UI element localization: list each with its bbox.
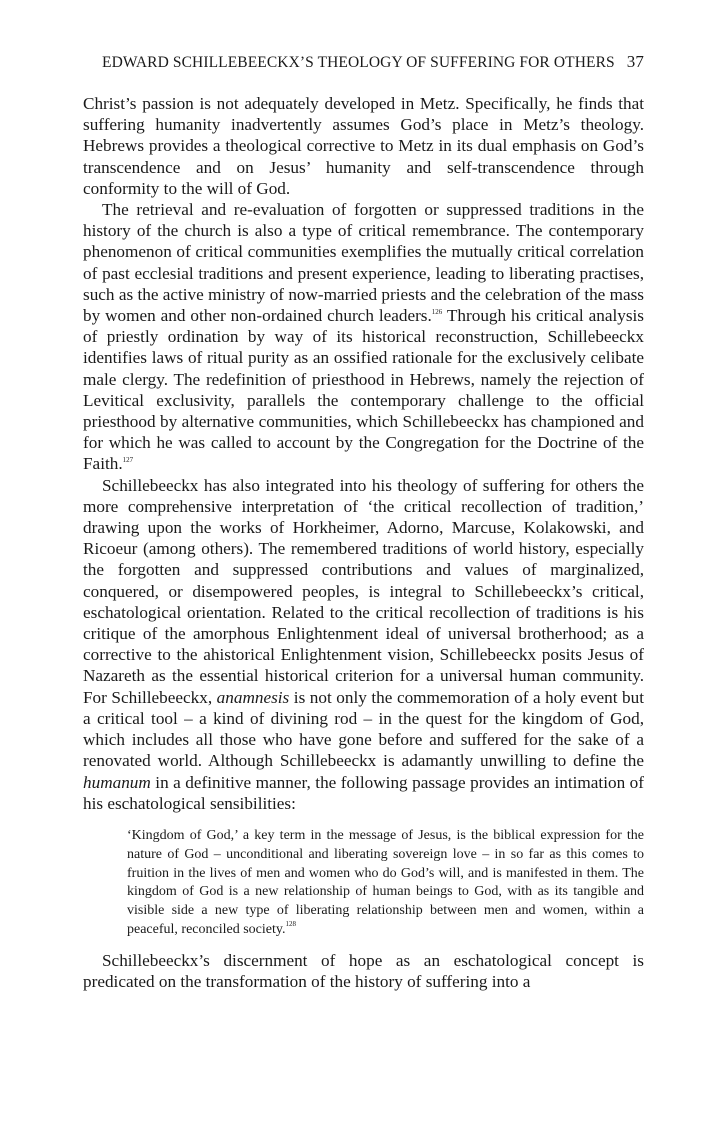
- page-number: 37: [626, 52, 644, 71]
- italic-term-humanum: humanum: [83, 772, 151, 792]
- footnote-ref-128: 128: [285, 919, 296, 928]
- paragraph-1: Christ’s passion is not adequately developed in Metz. Specifically, he finds that suffering humanity inadvertently assumes God’s place in Metz’s theology. Hebrews provides a theological corrective to Metz in its dual emphasis on God’s transcendence and on Jesus’ humanity and self-transcendence through conformity to the will of God.: [83, 94, 644, 198]
- paragraph-2: [83, 199, 644, 475]
- italic-term-anamnesis: anamnesis: [216, 687, 290, 707]
- block-quote: [127, 827, 644, 940]
- footnote-ref-126: 126: [431, 308, 443, 317]
- paragraph-2-text-a: The retrieval and re-evaluation of forgotten or suppressed traditions in the history of the church is also a type of critical remembrance. The contemporary phenomenon of critical communities exemplifies the mutually critical correlation of past ecclesial traditions and present experience, leading to liberating practises, such as the active ministry of now-married priests and the celebration of the mass by women and other non-ordained church leaders.: [83, 200, 644, 326]
- paragraph-4: Schillebeeckx’s discernment of hope as an eschatological concept is predicated on the transformation of the history of suffering into a: [83, 950, 644, 991]
- paragraph-2-text-b: Through his critical analysis of priestly ordination by way of its historical reconstruction, Schillebeeckx identifies laws of ritual purity as an ossified rationale for the exclusively celibate male clergy. The redefinition of priesthood in Hebrews, namely the rejection of Levitical exclusivity, parallels the contemporary challenge to the official priesthood by alternative communities, which Schillebeeckx has championed and for which he was called to account by the Congregation for the Doctrine of the Faith.: [83, 306, 644, 474]
- footnote-ref-127: 127: [122, 456, 134, 465]
- paragraph-3: [83, 475, 644, 814]
- paragraph-3-text-a: Schillebeeckx has also integrated into his theology of suffering for others the more comprehensive interpretation of ‘the critical recollection of tradition,’ drawing upon the works of Horkheimer, Adorno, Marcuse, Kolakowski, and Ricoeur (among others). The remembered traditions of world history, especially the forgotten and suppressed contributions and values of marginalized, conquered, or disempowered peoples, is integral to Schillebeeckx’s critical, eschatological orientation. Related to the critical recollection of traditions is his critique of the amorphous Enlightenment ideal of universal brotherhood; as a corrective to the ahistorical Enlightenment vision, Schillebeeckx posits Jesus of Nazareth as the essential historical criterion for a universal human community. For Schillebeeckx,: [83, 475, 644, 707]
- paragraph-3-text-c: in a definitive manner, the following passage provides an intimation of his eschatological sensibilities:: [83, 772, 644, 813]
- running-head: [102, 54, 644, 76]
- paragraph-3-text-b: is not only the commemoration of a holy event but a critical tool – a kind of divining rod – in the quest for the kingdom of God, which includes all those who have gone before and suffered for the sake of a renovated world. Although Schillebeeckx is adamantly unwilling to define the: [83, 687, 645, 771]
- body-text: [83, 93, 644, 992]
- running-title: EDWARD SCHILLEBEECKX’S THEOLOGY OF SUFFERING FOR OTHERS: [102, 54, 615, 71]
- block-quote-text: ‘Kingdom of God,’ a key term in the message of Jesus, is the biblical expression for the nature of God – unconditional and liberating sovereign love – in so far as this comes to fruition in the lives of men and women who do God’s will, and is manifested in them. The kingdom of God is a new relationship of human beings to God, with as its tangible and visible side a new type of liberating relationship between men and women, within a peaceful, reconciled society.: [127, 827, 644, 937]
